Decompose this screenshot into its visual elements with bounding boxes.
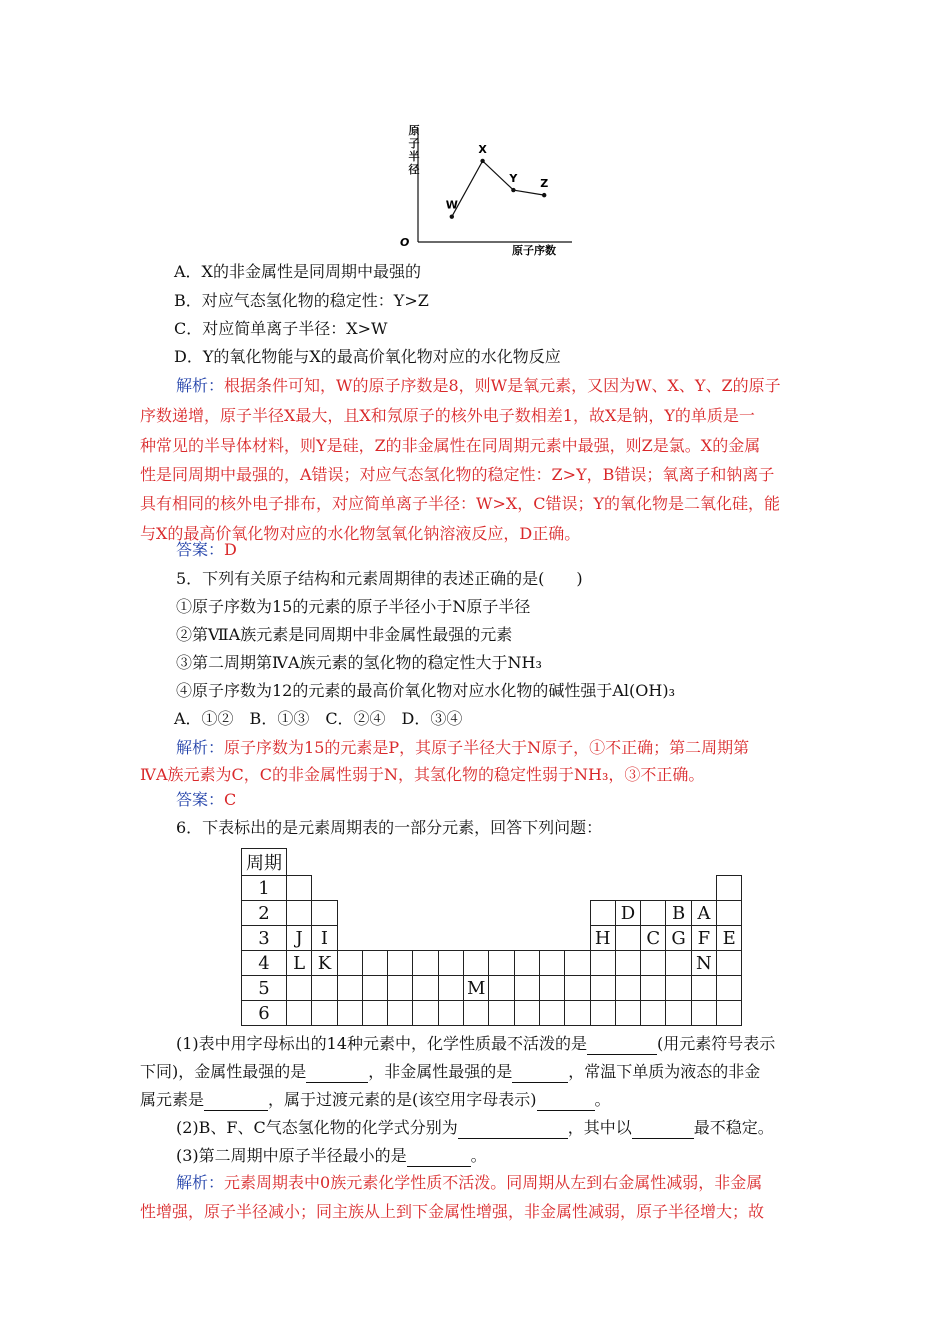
element-cell: N [691, 951, 716, 976]
y-axis-label: 原子半径 [408, 124, 420, 176]
element-cell [565, 1001, 590, 1026]
element-cell [615, 926, 640, 951]
q6-part1-line-2: 下同)，金属性最强的是 ，非金属性最强的是 ，常温下单质为液态的非金 [140, 1062, 761, 1081]
element-cell [691, 1001, 716, 1026]
table-row [242, 1001, 742, 1026]
atomic-radius-chart [400, 122, 590, 257]
q5-item-4: ④原子序数为12的元素的最高价氧化物对应水化物的碱性强于Al(OH)₃ [176, 681, 676, 700]
element-cell [489, 951, 514, 976]
q5-stem: 5．下列有关原子结构和元素周期律的表述正确的是( ) [176, 569, 583, 588]
q4-analysis-label: 解析： [176, 376, 225, 395]
element-cell [438, 1001, 463, 1026]
q4-analysis-line-3: 种常见的半导体材料，则Y是硅，Z的非金属性在同周期元素中最强，则Z是氯。X的金属 [140, 436, 761, 455]
q6-stem: 6．下表标出的是元素周期表的一部分元素，回答下列问题： [176, 818, 603, 837]
element-cell: L [287, 951, 312, 976]
point-label-x: X [478, 142, 487, 156]
element-cell [590, 976, 615, 1001]
point-label-z: Z [540, 177, 549, 191]
element-cell [539, 951, 564, 976]
point-x [480, 159, 484, 163]
element-cell [615, 976, 640, 1001]
q5-answer: 答案：C [176, 790, 237, 809]
element-cell [539, 976, 564, 1001]
point-z [542, 193, 546, 197]
element-cell [388, 976, 413, 1001]
element-cell [388, 1001, 413, 1026]
q5-choices: A．①② B．①③ C．②④ D．③④ [174, 709, 463, 728]
element-cell [489, 976, 514, 1001]
element-cell: C [641, 926, 666, 951]
q4-option-d: D．Y的氧化物能与X的最高价氧化物对应的水化物反应 [174, 347, 561, 366]
table-row [242, 926, 742, 951]
element-cell [717, 876, 742, 901]
element-cell [514, 1001, 539, 1026]
q4-analysis-line-5: 具有相同的核外电子排布，对应简单离子半径：W>X，C错误；Y的氧化物是二氧化硅，能 [140, 494, 781, 513]
element-cell [388, 951, 413, 976]
element-cell [362, 1001, 387, 1026]
q5-item-2: ②第ⅦA族元素是同周期中非金属性最强的元素 [176, 625, 513, 644]
element-cell [717, 1001, 742, 1026]
q4-analysis-line-2: 序数递增，原子半径X最大，且X和氖原子的核外电子数相差1，故X是钠，Y的单质是一 [140, 406, 755, 425]
element-cell [312, 976, 337, 1001]
table-row [242, 951, 742, 976]
element-cell: K [312, 951, 337, 976]
element-cell [717, 976, 742, 1001]
element-cell [287, 876, 312, 901]
point-label-w: W [445, 198, 458, 212]
element-cell [615, 951, 640, 976]
element-cell [337, 1001, 362, 1026]
periodic-table [241, 848, 742, 1026]
element-cell [489, 1001, 514, 1026]
q6-analysis-line-2: 性增强，原子半径减小；同主族从上到下金属性增强，非金属性减弱，原子半径增大；故 [140, 1202, 765, 1221]
element-cell [691, 976, 716, 1001]
period-cell: 5 [242, 976, 287, 1001]
x-axis-label: 原子序数 [512, 244, 556, 257]
element-cell: H [590, 926, 615, 951]
point-label-y: Y [509, 172, 518, 186]
element-cell: M [464, 976, 489, 1001]
period-cell: 6 [242, 1001, 287, 1026]
q6-analysis-line-1: 解析：元素周期表中0族元素化学性质不活泼。同周期从左到右金属性减弱，非金属 [176, 1173, 763, 1192]
origin-label: O [400, 236, 410, 249]
q4-answer: 答案：D [176, 540, 237, 559]
q6-part3: (3)第二周期中原子半径最小的是 。 [176, 1146, 487, 1165]
element-cell [287, 976, 312, 1001]
element-cell: I [312, 926, 337, 951]
period-cell: 4 [242, 951, 287, 976]
element-cell: J [287, 926, 312, 951]
q4-analysis-line-1: 解析：根据条件可知，W的原子序数是8，则W是氧元素，又因为W、X、Y、Z的原子 [176, 376, 781, 395]
q6-part1-line-1: (1)表中用字母标出的14种元素中，化学性质最不活泼的是 (用元素符号表示 [176, 1034, 776, 1053]
element-cell [287, 901, 312, 926]
q6-part1-line-3: 属元素是 ，属于过渡元素的是(该空用字母表示) 。 [140, 1090, 611, 1109]
element-cell [641, 951, 666, 976]
q6-part2: (2)B、F、C气态氢化物的化学式分别为 ，其中以 最不稳定。 [176, 1118, 774, 1137]
element-cell [565, 976, 590, 1001]
element-cell [641, 1001, 666, 1026]
element-cell [590, 1001, 615, 1026]
element-cell [615, 1001, 640, 1026]
q4-option-c: C．对应简单离子半径：X>W [174, 319, 388, 338]
element-cell [717, 951, 742, 976]
element-cell: D [615, 901, 640, 926]
element-cell: A [691, 901, 716, 926]
element-cell [666, 951, 691, 976]
q5-analysis-line-1: 解析：原子序数为15的元素是P，其原子半径大于N原子，①不正确；第二周期第 [176, 738, 750, 757]
element-cell [438, 951, 463, 976]
element-cell [362, 976, 387, 1001]
element-cell [464, 1001, 489, 1026]
q4-analysis-line-4: 性是同周期中最强的，A错误；对应气态氢化物的稳定性：Z>Y，B错误；氧离子和钠离子 [140, 465, 775, 484]
element-cell [641, 976, 666, 1001]
period-cell: 2 [242, 901, 287, 926]
element-cell: B [666, 901, 691, 926]
element-cell [438, 976, 463, 1001]
element-cell [717, 901, 742, 926]
table-row [242, 901, 742, 926]
element-cell [413, 1001, 438, 1026]
element-cell [590, 951, 615, 976]
element-cell: G [666, 926, 691, 951]
element-cell [413, 976, 438, 1001]
element-cell [362, 951, 387, 976]
q5-item-3: ③第二周期第ⅣA族元素的氢化物的稳定性大于NH₃ [176, 653, 542, 672]
element-cell [666, 1001, 691, 1026]
table-header: 周期 [242, 849, 287, 876]
element-cell [413, 951, 438, 976]
element-cell [565, 951, 590, 976]
element-cell [666, 976, 691, 1001]
element-cell: F [691, 926, 716, 951]
point-w [450, 214, 454, 218]
q5-analysis-line-2: ⅣA族元素为C，C的非金属性弱于N，其氢化物的稳定性弱于NH₃，③不正确。 [140, 765, 705, 784]
element-cell [312, 901, 337, 926]
q4-option-b: B．对应气态氢化物的稳定性：Y>Z [174, 291, 429, 310]
element-cell [312, 1001, 337, 1026]
element-cell [464, 951, 489, 976]
q4-analysis-line-6: 与X的最高价氧化物对应的水化物氢氧化钠溶液反应，D正确。 [140, 524, 581, 543]
element-cell [641, 901, 666, 926]
element-cell [539, 1001, 564, 1026]
element-cell [514, 976, 539, 1001]
point-y [511, 188, 515, 192]
element-cell [337, 951, 362, 976]
period-cell: 3 [242, 926, 287, 951]
element-cell [337, 976, 362, 1001]
q5-item-1: ①原子序数为15的元素的原子半径小于N原子半径 [176, 597, 531, 616]
element-cell [287, 1001, 312, 1026]
element-cell [590, 901, 615, 926]
q4-option-a: A．X的非金属性是同周期中最强的 [174, 262, 421, 281]
table-row [242, 876, 742, 901]
element-cell: E [717, 926, 742, 951]
period-cell: 1 [242, 876, 287, 901]
element-cell [514, 951, 539, 976]
table-row [242, 976, 742, 1001]
series-line [452, 161, 544, 217]
